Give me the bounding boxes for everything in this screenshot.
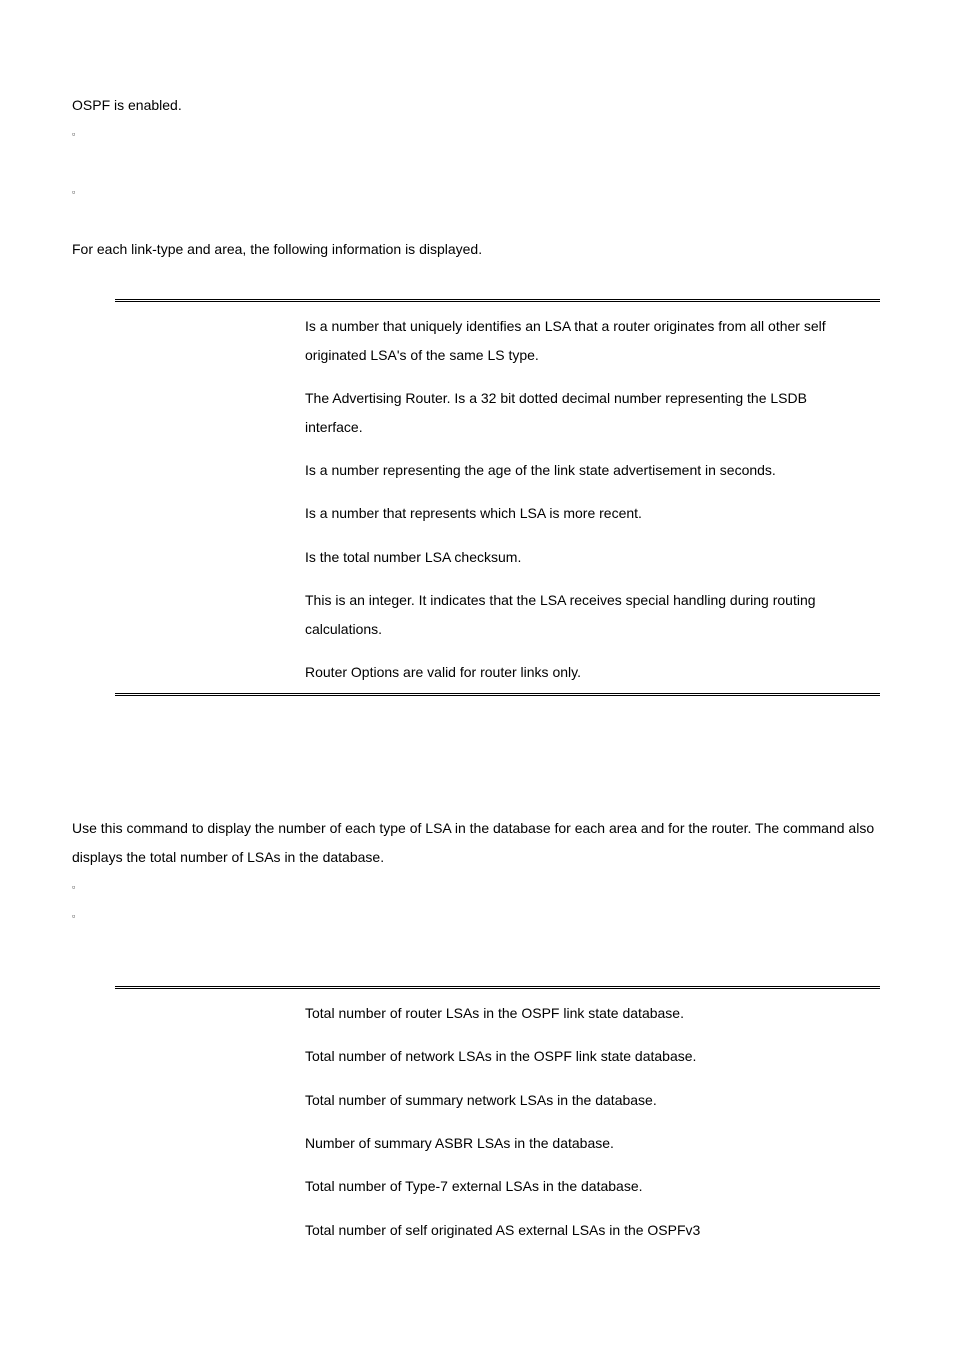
table2-row-router-lsas: Total number of router LSAs in the OSPF link state database. — [305, 1005, 684, 1021]
bullet-marker: ▫ — [72, 882, 76, 892]
link-type-intro-text: For each link-type and area, the following information is displayed. — [72, 241, 483, 257]
table1-row-sequence: Is a number that represents which LSA is more recent. — [305, 505, 642, 521]
table2-row-summary-asbr-lsas: Number of summary ASBR LSAs in the database. — [305, 1135, 614, 1151]
table1-row-ls-id: Is a number that uniquely identifies an LSA that a router originates from all other self originated LSA's of the same LS type. — [305, 318, 826, 363]
table2-row-type7-lsas: Total number of Type-7 external LSAs in the database. — [305, 1178, 643, 1194]
ospf-enabled-text: OSPF is enabled. — [72, 97, 182, 113]
bullet-marker: ▫ — [72, 129, 76, 139]
lsa-count-description: Use this command to display the number of each type of LSA in the database for each area and for the router. The command also displays the total number of LSAs in the database. — [72, 820, 875, 865]
table2-row-summary-network-lsas: Total number of summary network LSAs in the database. — [305, 1092, 657, 1108]
table1-bottom-rule — [115, 693, 880, 696]
table1-row-options: Router Options are valid for router links only. — [305, 664, 581, 680]
table2-top-rule — [115, 986, 880, 989]
table1-top-rule — [115, 299, 880, 302]
table1-row-checksum: Is the total number LSA checksum. — [305, 549, 522, 565]
table2-row-self-originated-lsas: Total number of self originated AS external LSAs in the OSPFv3 — [305, 1222, 701, 1238]
table1-row-adv-router: The Advertising Router. Is a 32 bit dotted decimal number representing the LSDB interface. — [305, 390, 807, 435]
bullet-marker: ▫ — [72, 187, 76, 197]
bullet-marker: ▫ — [72, 911, 76, 921]
table2-row-network-lsas: Total number of network LSAs in the OSPF link state database. — [305, 1048, 697, 1064]
table1-row-age: Is a number representing the age of the link state advertisement in seconds. — [305, 462, 776, 478]
table1-row-special-handling: This is an integer. It indicates that the LSA receives special handling during routing calculations. — [305, 592, 816, 637]
